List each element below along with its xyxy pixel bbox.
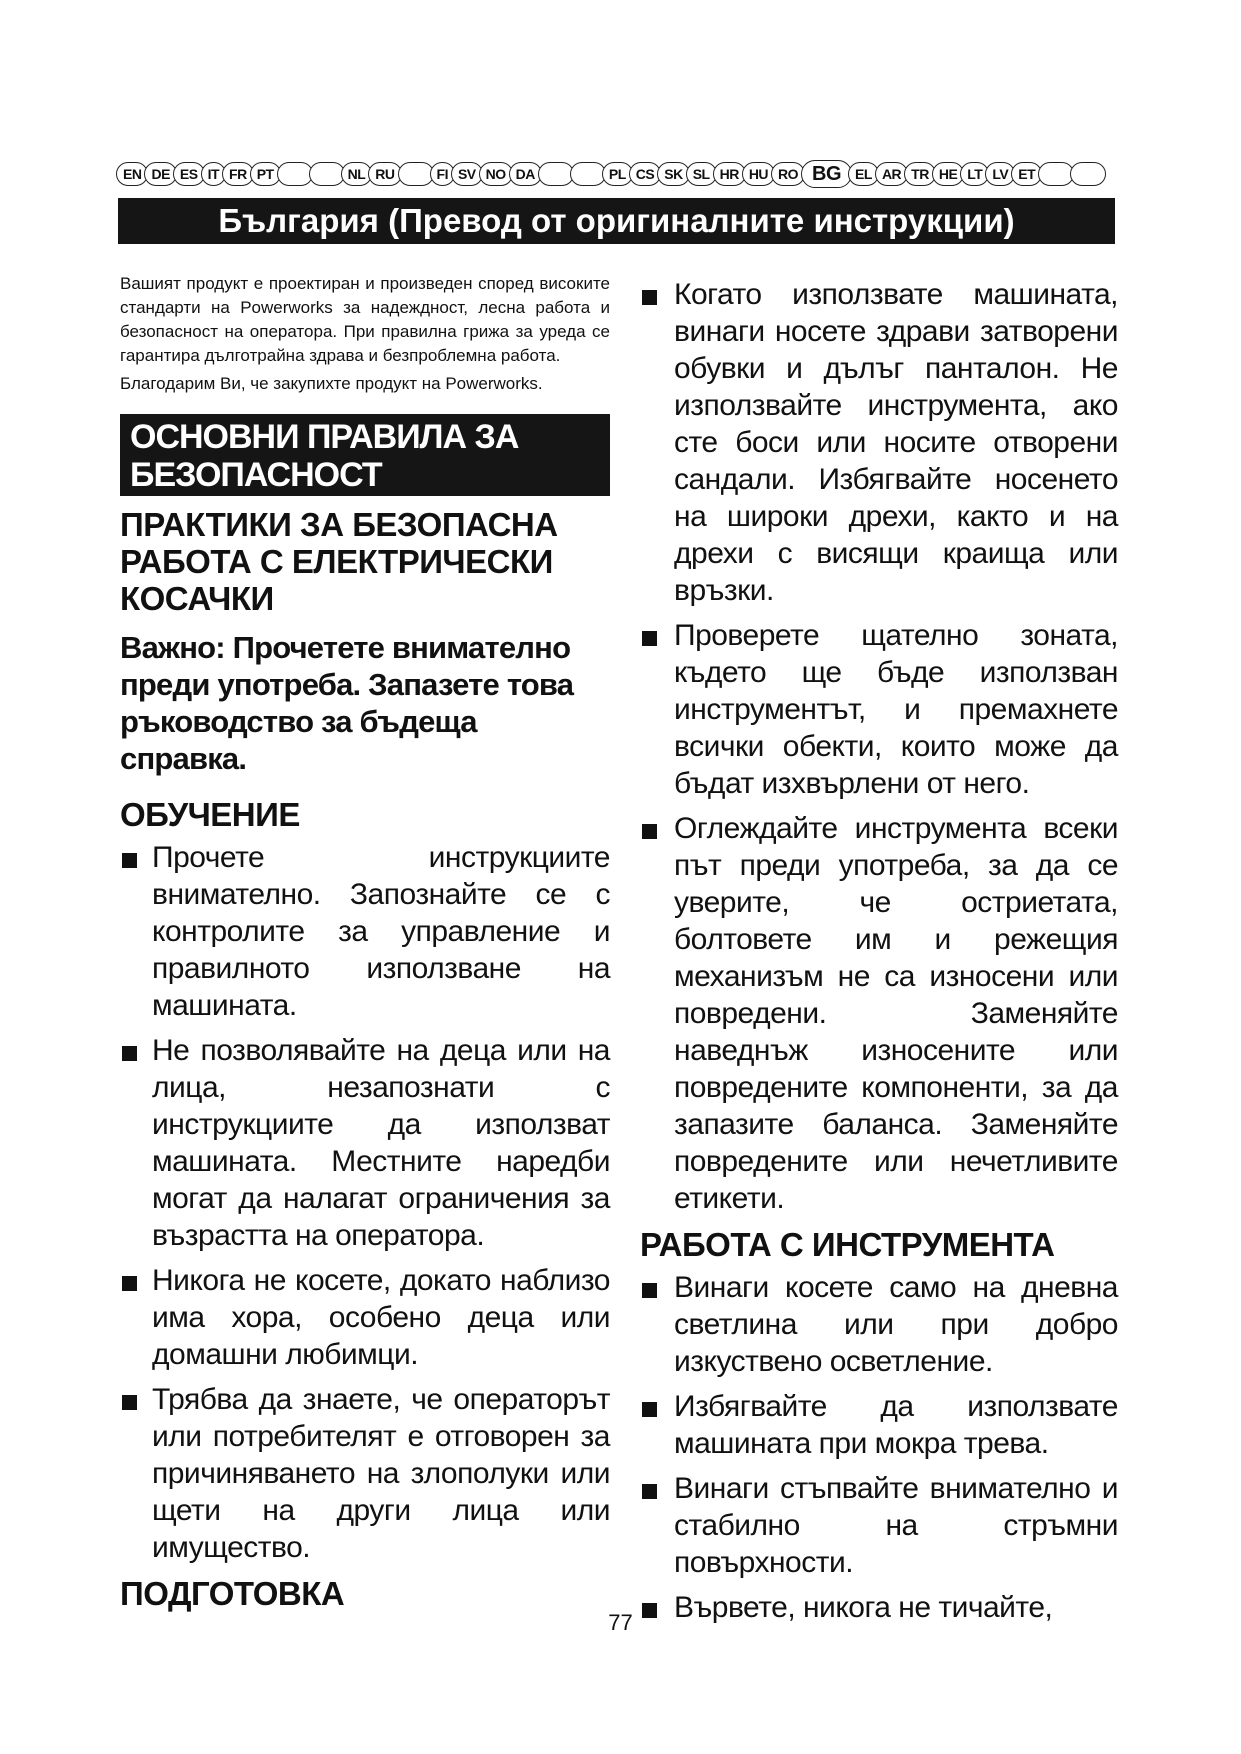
language-tag-bg: BG xyxy=(801,160,852,188)
language-tag-hu: HU xyxy=(742,162,775,186)
language-tag-tr: TR xyxy=(904,162,936,186)
language-tag-ru: RU xyxy=(368,162,401,186)
language-tag-ar: AR xyxy=(875,162,908,186)
language-tag-hr: HR xyxy=(713,162,746,186)
training-list xyxy=(120,839,610,1566)
bullet-square-icon xyxy=(642,1283,657,1298)
page-number: 77 xyxy=(608,1610,633,1635)
language-tag-cs: CS xyxy=(629,162,661,186)
language-tag-empty xyxy=(538,162,574,186)
operation-list xyxy=(640,1269,1118,1626)
language-tag-empty xyxy=(309,162,345,186)
language-tag-fi: FI xyxy=(430,162,455,186)
language-tag-es: ES xyxy=(173,162,205,186)
bullet-square-icon xyxy=(122,1395,137,1410)
important-note: Важно: Прочетете внимателно преди употреба. Запазете това ръководство за бъдеща справка. xyxy=(120,630,574,776)
list-item xyxy=(120,1262,610,1373)
language-tag-en: EN xyxy=(116,162,148,186)
list-item-text: Винаги стъпвайте внимателно и стабилно на стръмни повърхности. xyxy=(674,1472,1118,1579)
language-tag-et: ET xyxy=(1011,162,1042,186)
left-column xyxy=(120,272,610,1618)
list-item-text: Избягвайте да използвате машината при мокра трева. xyxy=(674,1390,1118,1460)
language-tag-empty xyxy=(1070,162,1106,186)
language-tag-lt: LT xyxy=(960,162,989,186)
list-item xyxy=(640,1269,1118,1380)
list-item-text: Оглеждайте инструмента всеки път преди употреба, за да се уверите, че остриетата, болтовете им и режещия механизъм не са износени или повредени. Заменяйте наведнъж износените или повредените компоненти, за да запазите баланса. Заменяйте повредените или нечетливите етикети. xyxy=(674,812,1118,1215)
thanks-paragraph: Благодарим Ви, че закупихте продукт на Powerworks. xyxy=(120,374,543,393)
list-item xyxy=(640,810,1118,1217)
bullet-square-icon xyxy=(642,1484,657,1499)
list-item-text: Вървете, никога не тичайте, xyxy=(674,1591,1053,1624)
bullet-square-icon xyxy=(122,853,137,868)
list-item-text: Когато използвате машината, винаги носете здрави затворени обувки и дълъг панталон. Не използвайте инструмента, ако сте боси или носите отворени сандали. Избягвайте носенето на широки дрехи, както и на дрехи с висящи краища или връзки. xyxy=(674,278,1118,607)
language-tag-empty xyxy=(398,162,434,186)
bullet-square-icon xyxy=(122,1276,137,1291)
language-tag-no: NO xyxy=(479,162,513,186)
language-tag-empty xyxy=(570,162,606,186)
list-item xyxy=(120,1381,610,1566)
list-item-text: Трябва да знаете, че операторът или потребителят е отговорен за причиняването на злополуки или щети на други лица или имущество. xyxy=(152,1383,610,1564)
preparation-list xyxy=(640,276,1118,1217)
language-tag-de: DE xyxy=(144,162,176,186)
language-tag-empty xyxy=(277,162,313,186)
list-item-text: Никога не косете, докато наблизо има хора, особено деца или домашни любимци. xyxy=(152,1264,610,1371)
list-item-text: Проверете щателно зоната, където ще бъде използван инструментът, и премахнете всички обекти, които може да бъдат изхвърлени от него. xyxy=(674,619,1118,800)
language-tag-nl: NL xyxy=(341,162,373,186)
language-tag-sl: SL xyxy=(686,162,717,186)
list-item xyxy=(640,617,1118,802)
intro-paragraph: Вашият продукт е проектиран и произведен според високите стандарти на Powerworks за надеждност, лесна работа и безопасност на оператора. При правилна грижа за уреда се гарантира дълготрайна здрава и безпроблемна работа. xyxy=(120,274,610,365)
language-tag-it: IT xyxy=(201,162,226,186)
language-tag-pt: PT xyxy=(250,162,281,186)
language-tag-sk: SK xyxy=(657,162,689,186)
operation-heading: РАБОТА С ИНСТРУМЕНТА xyxy=(640,1226,1055,1263)
bullet-square-icon xyxy=(642,631,657,646)
list-item-text: Не позволявайте на деца или на лица, незапознати с инструкциите да използват машината. Местните наредби могат да налагат ограничения за възрастта на оператора. xyxy=(152,1034,610,1252)
page-title: България (Превод от оригиналните инструкции) xyxy=(118,198,1115,244)
list-item xyxy=(640,1388,1118,1462)
bullet-square-icon xyxy=(642,290,657,305)
language-tag-da: DA xyxy=(509,162,542,186)
language-tag-empty xyxy=(1038,162,1074,186)
list-item xyxy=(640,276,1118,609)
language-tag-lv: LV xyxy=(985,162,1015,186)
language-strip xyxy=(116,160,1116,188)
language-tag-el: EL xyxy=(848,162,879,186)
list-item xyxy=(120,1032,610,1254)
bullet-square-icon xyxy=(122,1046,137,1061)
language-tag-he: HE xyxy=(932,162,964,186)
language-tag-ro: RO xyxy=(771,162,805,186)
training-heading: ОБУЧЕНИЕ xyxy=(120,796,300,833)
list-item xyxy=(120,839,610,1024)
preparation-heading: ПОДГОТОВКА xyxy=(120,1575,345,1612)
safety-rules-heading: ОСНОВНИ ПРАВИЛА ЗА БЕЗОПАСНОСТ xyxy=(120,414,610,496)
practices-heading: ПРАКТИКИ ЗА БЕЗОПАСНА РАБОТА С ЕЛЕКТРИЧЕСКИ КОСАЧКИ xyxy=(120,506,558,617)
list-item-text: Прочете инструкциите внимателно. Запознайте се с контролите за управление и правилното използване на машината. xyxy=(152,841,610,1022)
bullet-square-icon xyxy=(642,824,657,839)
language-tag-sv: SV xyxy=(451,162,483,186)
right-column xyxy=(640,276,1118,1634)
language-tag-pl: PL xyxy=(602,162,633,186)
bullet-square-icon xyxy=(642,1402,657,1417)
list-item xyxy=(640,1470,1118,1581)
list-item-text: Винаги косете само на дневна светлина или при добро изкуствено осветление. xyxy=(674,1271,1118,1378)
language-tag-fr: FR xyxy=(222,162,254,186)
